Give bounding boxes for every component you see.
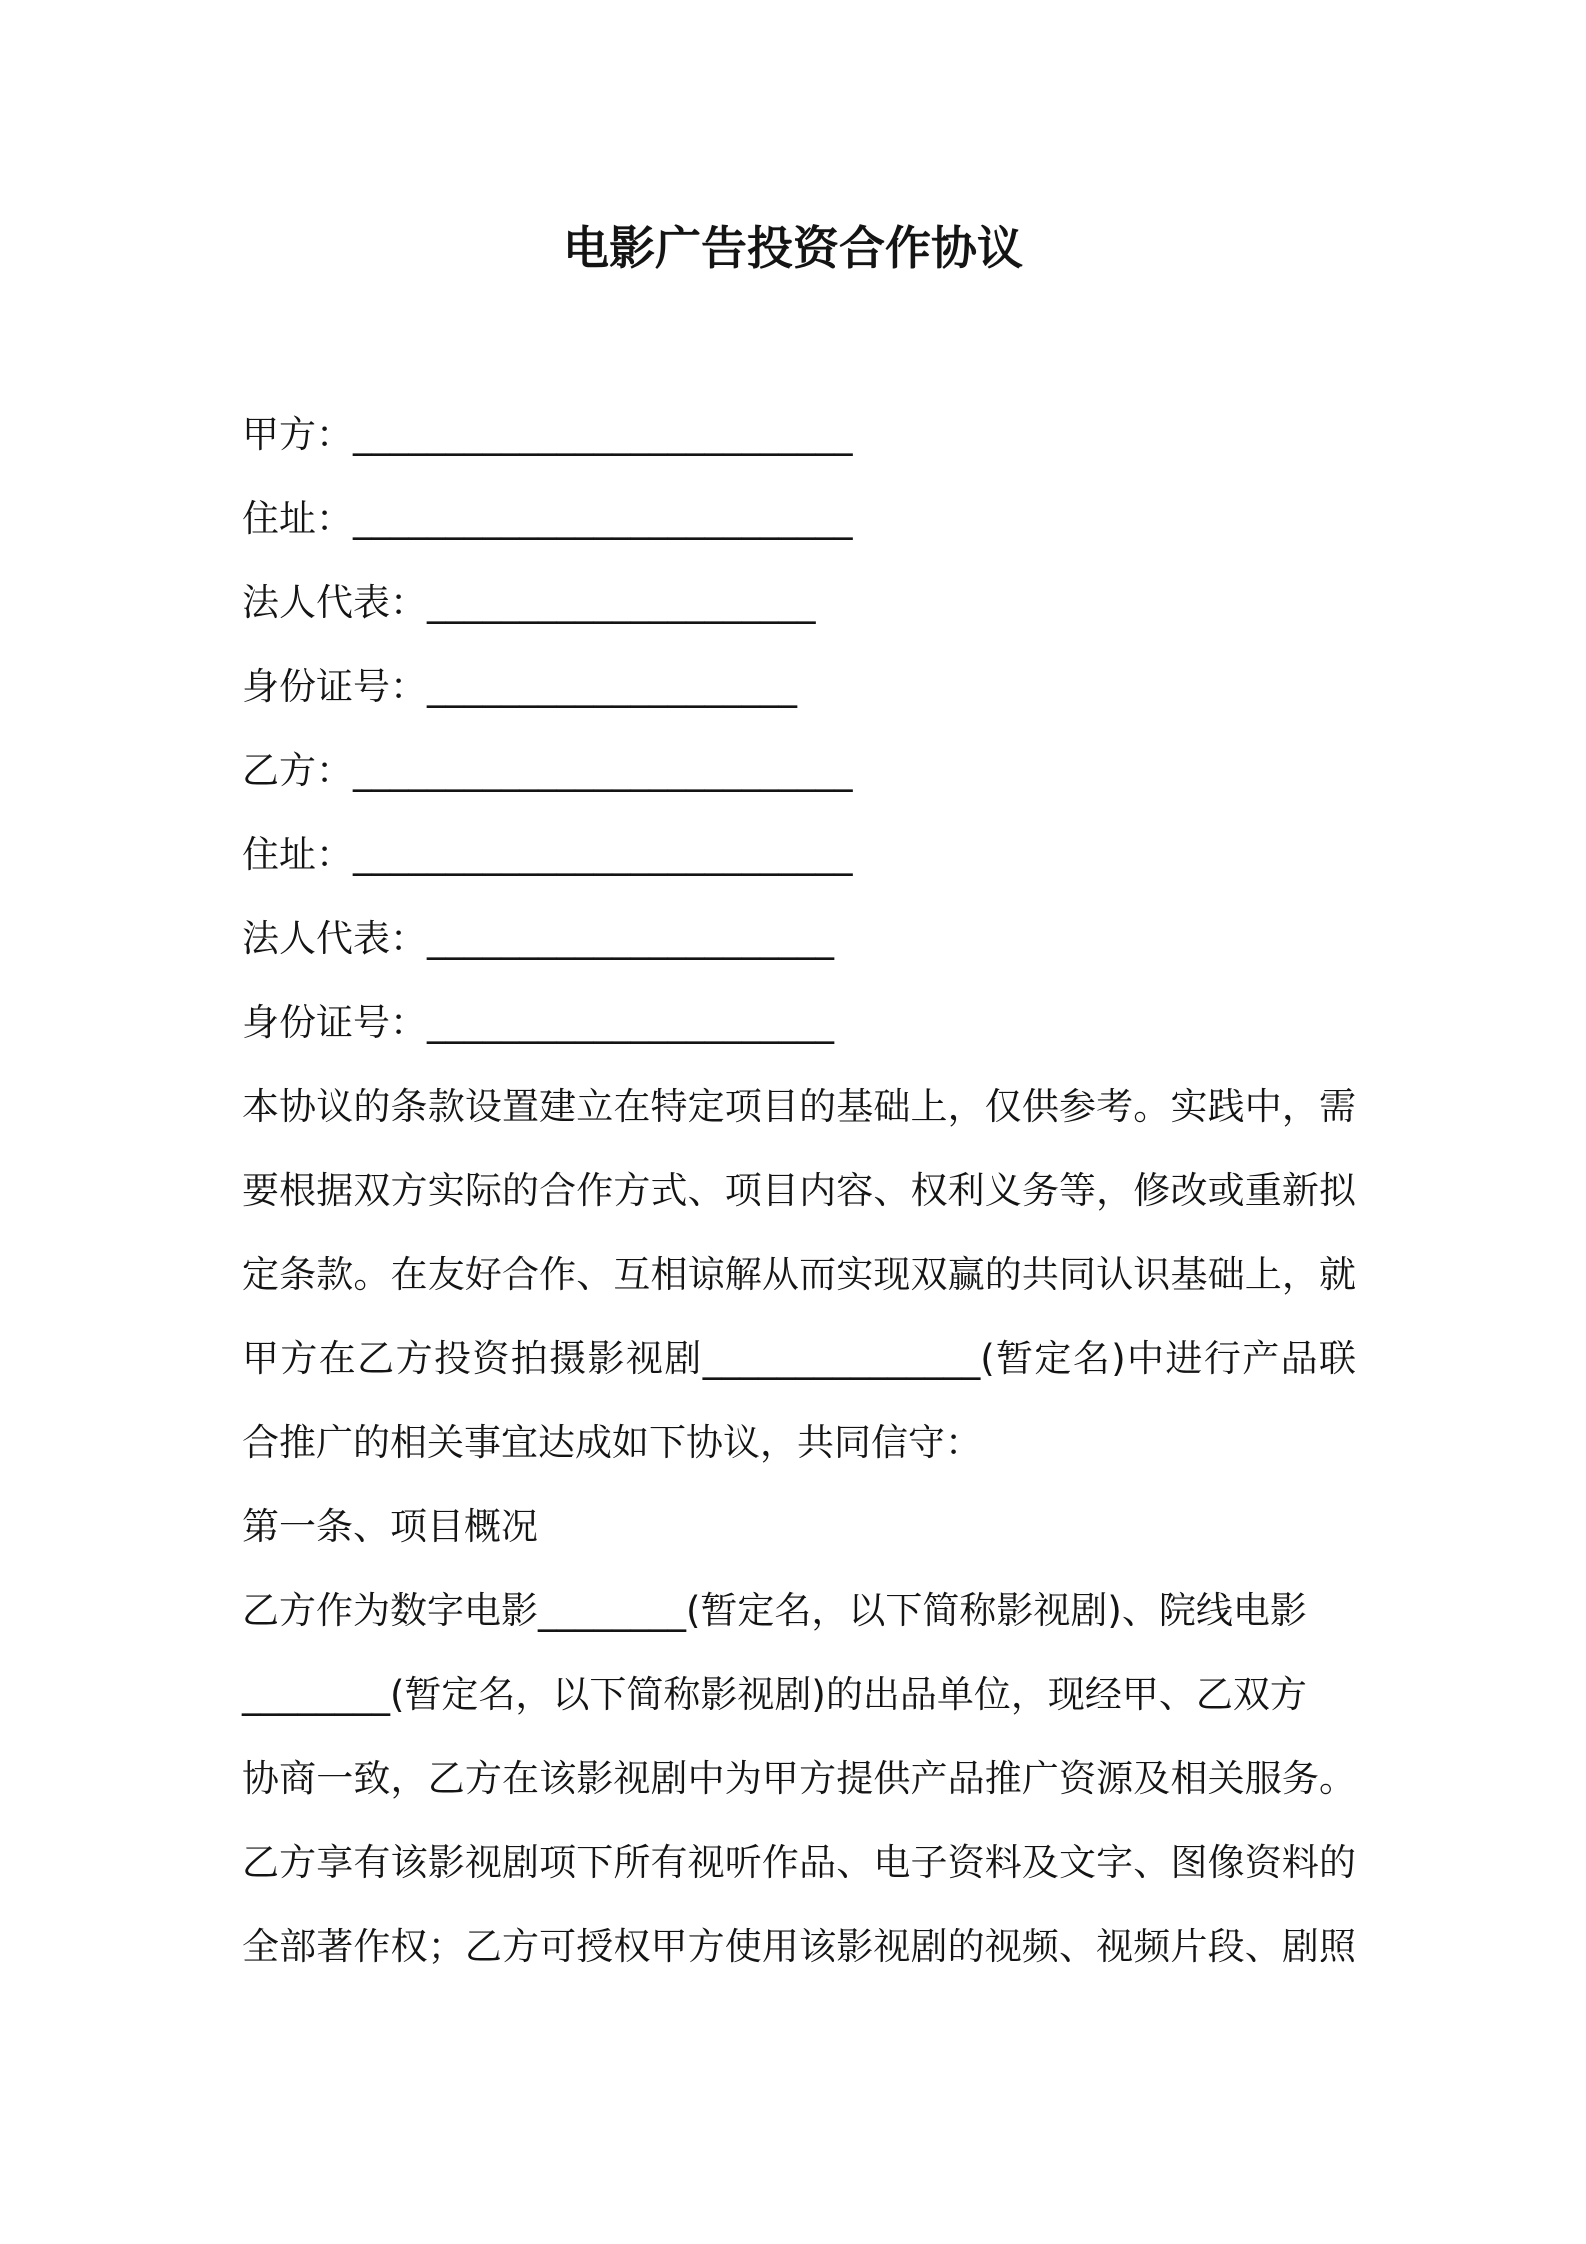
party-a-name-field [242, 393, 1356, 477]
party-b-name-field [242, 729, 1356, 813]
party-b-address-field [242, 813, 1356, 897]
party-b-address-blank: ___________________________ [353, 833, 853, 876]
party-b-legal-rep-blank: ______________________ [427, 917, 834, 960]
document-title: 电影广告投资合作协议 [563, 221, 1023, 275]
article-1-line: 乙方作为数字电影________(暂定名，以下简称影视剧)、院线电影 [242, 1589, 1307, 1632]
party-a-address-label: 住址： [242, 497, 353, 540]
party-b-legal-rep-label: 法人代表： [242, 917, 427, 960]
party-a-id-no-blank: ____________________ [427, 665, 797, 708]
party-b-id-no-field [242, 981, 1356, 1065]
preamble-line: 定条款。在友好合作、互相谅解从而实现双赢的共同认识基础上，就 [242, 1253, 1356, 1296]
party-a-address-field [242, 477, 1356, 561]
party-a-name-blank: ___________________________ [353, 413, 853, 456]
party-b-name-label: 乙方： [242, 749, 353, 792]
party-a-legal-rep-blank: _____________________ [427, 581, 816, 624]
article-1-heading: 第一条、项目概况 [242, 1505, 538, 1548]
party-a-legal-rep-field [242, 561, 1356, 645]
party-a-id-no-label: 身份证号： [242, 665, 427, 708]
party-b-id-no-label: 身份证号： [242, 1001, 427, 1044]
preamble-line: 合推广的相关事宜达成如下协议，共同信守： [242, 1421, 982, 1464]
party-b-name-blank: ___________________________ [353, 749, 853, 792]
party-a-legal-rep-label: 法人代表： [242, 581, 427, 624]
document-body [242, 393, 1356, 1989]
article-1-line: 乙方享有该影视剧项下所有视听作品、电子资料及文字、图像资料的 [242, 1841, 1356, 1884]
party-b-legal-rep-field [242, 897, 1356, 981]
article-1-line: 协商一致，乙方在该影视剧中为甲方提供产品推广资源及相关服务。 [242, 1757, 1356, 1800]
party-b-id-no-blank: ______________________ [427, 1001, 834, 1044]
preamble-line: 本协议的条款设置建立在特定项目的基础上，仅供参考。实践中，需 [242, 1085, 1356, 1128]
article-1-line: ________(暂定名，以下简称影视剧)的出品单位，现经甲、乙双方 [242, 1673, 1307, 1716]
party-a-address-blank: ___________________________ [353, 497, 853, 540]
party-a-id-no-field [242, 645, 1356, 729]
article-1-line: 全部著作权；乙方可授权甲方使用该影视剧的视频、视频片段、剧照 [242, 1925, 1356, 1968]
party-a-name-label: 甲方： [242, 413, 353, 456]
preamble-line: 甲方在乙方投资拍摄影视剧_______________(暂定名)中进行产品联 [242, 1337, 1356, 1380]
party-b-address-label: 住址： [242, 833, 353, 876]
preamble-line: 要根据双方实际的合作方式、项目内容、权利义务等，修改或重新拟 [242, 1169, 1356, 1212]
